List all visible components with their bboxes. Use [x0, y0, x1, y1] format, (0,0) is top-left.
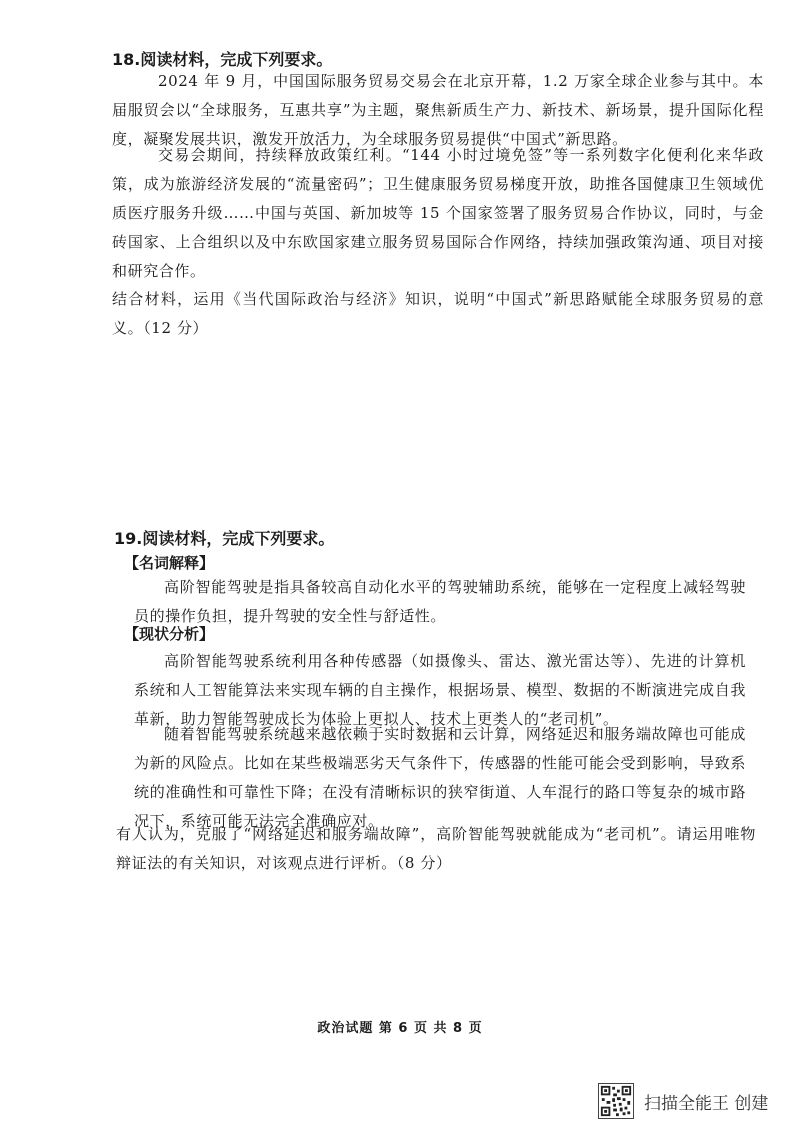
question-19-prompt: 有人认为，克服了“网络延迟和服务端故障”，高阶智能驾驶就能成为“老司机”。请运用唯物辩证法的有关知识，对该观点进行评析。（8 分）	[116, 825, 756, 872]
qr-code-icon	[598, 1083, 634, 1119]
status-analysis-title: 【现状分析】	[124, 625, 215, 643]
status-analysis-paragraph-2: 随着智能驾驶系统越来越依赖于实时数据和云计算，网络延迟和服务端故障也可能成为新的风险点。比如在某些极端恶劣天气条件下，传感器的性能可能会受到影响，导致系统的准确性和可靠性下降；在没有清晰标识的狭窄街道、人车混行的路口等复杂的城市路况下，系统可能无法完全准确应对。	[134, 725, 746, 830]
question-18-paragraph-2: 交易会期间，持续释放政策红利。“144 小时过境免签”等一系列数字化便利化来华政策，成为旅游经济发展的“流量密码”；卫生健康服务贸易梯度开放，助推各国健康卫生领域优质医疗服务升级……中国与英国、新加坡等 15 个国家签署了服务贸易合作协议，同时，与金砖国家、上合组织以及中东欧国家建立服务贸易国际合作网络，持续加强政策沟通、项目对接和研究合作。	[112, 146, 764, 280]
question-18-heading: 18.阅读材料，完成下列要求。	[112, 50, 333, 69]
scanner-watermark	[598, 1083, 768, 1119]
page-footer: 政治试题 第 6 页 共 8 页	[317, 1021, 483, 1036]
watermark-text: 扫描全能王 创建	[644, 1093, 769, 1114]
question-19-heading: 19.阅读材料，完成下列要求。	[114, 529, 335, 548]
question-18-prompt: 结合材料，运用《当代国际政治与经济》知识，说明“中国式”新思路赋能全球服务贸易的意义。（12 分）	[112, 290, 764, 337]
term-definition-title: 【名词解释】	[124, 554, 215, 572]
term-definition-text: 高阶智能驾驶是指具备较高自动化水平的驾驶辅助系统，能够在一定程度上减轻驾驶员的操作负担，提升驾驶的安全性与舒适性。	[134, 578, 746, 625]
question-18-paragraph-1: 2024 年 9 月，中国国际服务贸易交易会在北京开幕，1.2 万家全球企业参与其中。本届服贸会以“全球服务，互惠共享”为主题，聚焦新质生产力、新技术、新场景，提升国际化程度，凝聚发展共识，激发开放活力，为全球服务贸易提供“中国式”新思路。	[112, 72, 764, 148]
status-analysis-paragraph-1: 高阶智能驾驶系统利用各种传感器（如摄像头、雷达、激光雷达等）、先进的计算机系统和人工智能算法来实现车辆的自主操作，根据场景、模型、数据的不断演进完成自我革新，助力智能驾驶成长为体验上更拟人、技术上更类人的“老司机”。	[134, 652, 746, 728]
